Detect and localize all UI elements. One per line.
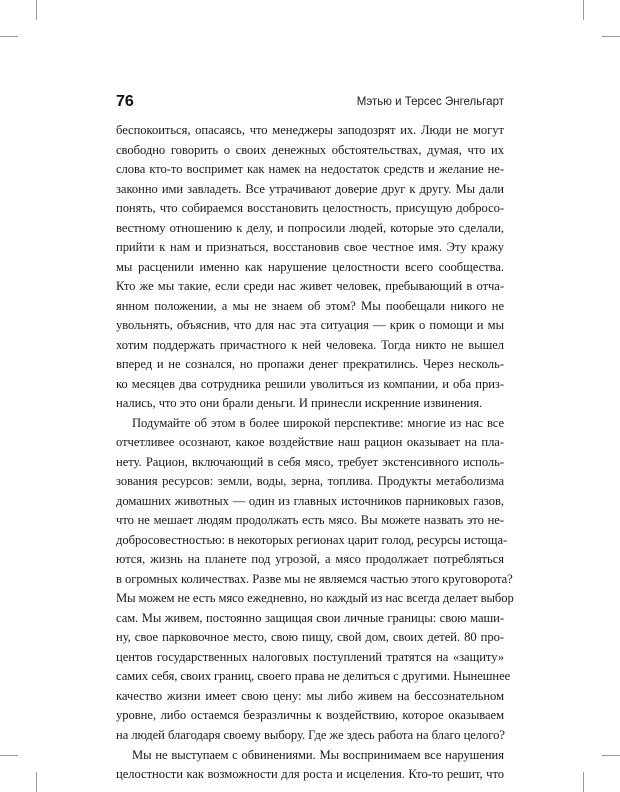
text-line: на людей благодаря своему выбору. Где же здесь работа на благо целого? bbox=[116, 727, 505, 742]
paragraph-2 bbox=[116, 414, 514, 746]
text-line: нету. Рацион, включающий в себя мясо, требует экстенсивного исполь- bbox=[116, 454, 504, 469]
crop-mark-left-top bbox=[0, 36, 18, 37]
text-line: хотим поддержать причастного к ней человека. Тогда никто не вышел bbox=[116, 337, 504, 352]
text-line: Подумайте об этом в более широкой перспективе: многие из нас все bbox=[132, 415, 504, 430]
body-text bbox=[116, 121, 514, 785]
running-head bbox=[116, 92, 504, 112]
text-line: законно ими завладеть. Все утрачивают доверие друг к другу. Мы дали bbox=[116, 181, 504, 196]
text-line: домашних животных — один из главных источников парниковых газов, bbox=[116, 493, 504, 508]
text-line: прийти к нам и признаться, восстановив свое честное имя. Эту кражу bbox=[116, 240, 504, 255]
text-line: что не мешает людям продолжать есть мясо. Вы можете назвать это не- bbox=[116, 513, 504, 528]
crop-mark-left-bottom bbox=[0, 755, 18, 756]
text-line: слова кто-то воспримет как намек на недостаток средств и желание не- bbox=[116, 162, 504, 177]
text-line: мы расценили именно как нарушение целостности всего сообщества. bbox=[116, 259, 504, 274]
text-line: вестному отношению к делу, и попросили людей, которые это сделали, bbox=[116, 220, 504, 235]
text-line: Мы не выступаем с обвинениями. Мы воспринимаем все нарушения bbox=[132, 747, 504, 762]
text-line: янном положении, а мы не знаем об этом? Мы пообещали никого не bbox=[116, 298, 504, 313]
crop-mark-right-top bbox=[602, 36, 620, 37]
crop-mark-bottom-left bbox=[36, 772, 37, 792]
text-line: беспокоиться, опасаясь, что менеджеры заподозрят их. Люди не могут bbox=[116, 123, 504, 137]
crop-mark-right-bottom bbox=[602, 755, 620, 756]
paragraph-1 bbox=[116, 121, 504, 414]
text-line: отчетливее осознают, какое воздействие наш рацион оказывает на пла- bbox=[116, 435, 504, 450]
crop-mark-bottom-right bbox=[583, 772, 584, 792]
text-line: целостности как возможности для роста и исцеления. Кто-то решит, что bbox=[116, 767, 504, 782]
text-line: увольнять, объяснив, что для нас эта ситуация — крик о помощи и мы bbox=[116, 318, 504, 333]
text-line: ну, свое парковочное место, свою пищу, свой дом, своих детей. 80 про- bbox=[116, 630, 504, 645]
text-line: свободно говорить о своих денежных обстоятельствах, думая, что их bbox=[116, 142, 504, 157]
text-line: в огромных количествах. Разве мы не являемся частью этого круговорота? bbox=[116, 571, 513, 586]
page-number: 76 bbox=[116, 93, 134, 110]
text-line: самих себя, своих границ, своего права не делиться с другими. Нынешнее bbox=[116, 669, 511, 684]
text-line: зования ресурсов: земли, воды, зерна, топлива. Продукты метаболизма bbox=[116, 474, 504, 489]
running-title: Мэтью и Терсес Энгельгарт bbox=[356, 96, 504, 108]
text-line: Кто же мы такие, если среди нас живет человек, пребывающий в отча- bbox=[116, 279, 504, 294]
text-line: нались, что это они брали деньги. И принесли искренние извинения. bbox=[116, 396, 483, 411]
text-line: понять, что собираемся восстановить целостность, присущую добросо- bbox=[116, 201, 504, 216]
text-line: ко месяцев два сотрудника решили уволиться из компании, и оба приз- bbox=[116, 376, 504, 391]
text-line: центов государственных налоговых поступлений тратятся на «защиту» bbox=[116, 649, 504, 664]
text-line: Мы можем не есть мясо ежедневно, но каждый из нас всегда делает выбор bbox=[116, 591, 514, 606]
text-line: добросовестностью: в некоторых регионах царит голод, ресурсы истоща- bbox=[116, 532, 508, 547]
crop-mark-top-right bbox=[583, 0, 584, 20]
crop-mark-top-left bbox=[36, 0, 37, 20]
text-line: уровне, либо остаемся безразличны к воздействию, которое оказываем bbox=[116, 708, 504, 723]
text-line: сам. Мы живем, постоянно защищая свои личные границы: свою маши- bbox=[116, 610, 504, 625]
paragraph-3 bbox=[116, 746, 504, 785]
text-line: вперед и не сознался, но пропажи денег прекратились. Через несколь- bbox=[116, 357, 504, 372]
text-line: ются, жизнь на планете под угрозой, а мясо продолжает потребляться bbox=[116, 552, 504, 567]
text-line: качество жизни имеет свою цену: мы либо живем на бессознательном bbox=[116, 688, 504, 703]
